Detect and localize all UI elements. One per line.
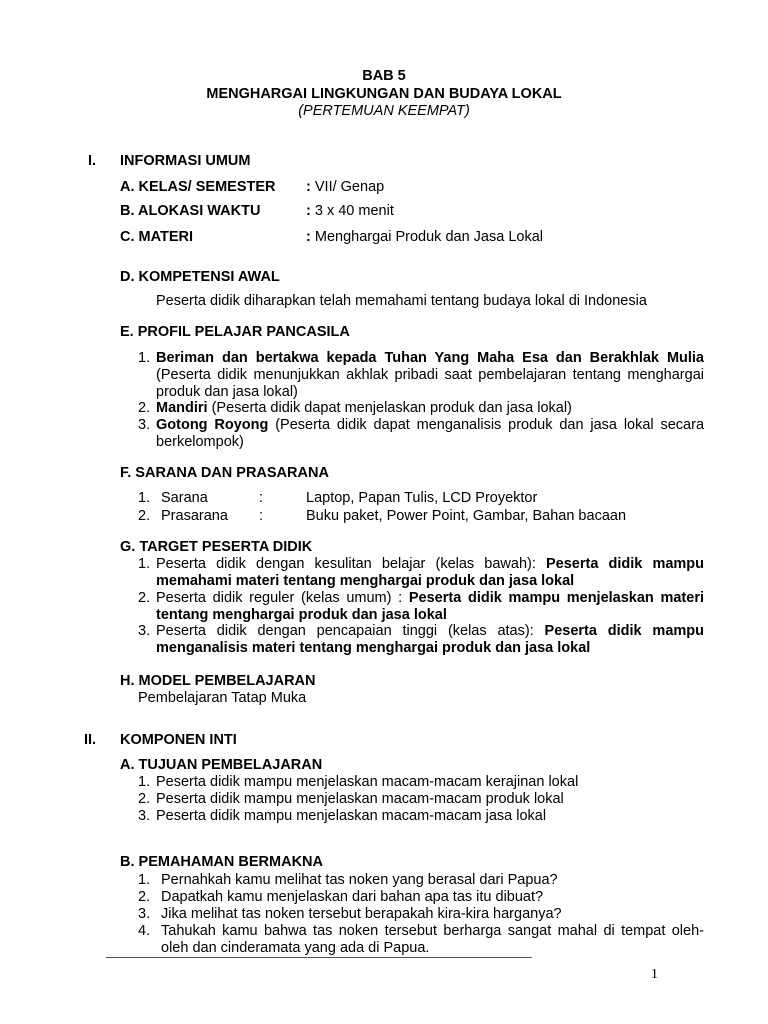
list-item: Peserta didik mampu menjelaskan macam-macam jasa lokal <box>156 808 547 824</box>
list-item: Peserta didik mampu menjelaskan macam-macam kerajinan lokal <box>156 774 579 790</box>
list-item: Dapatkah kamu menjelaskan dari bahan apa tas itu dibuat? <box>161 889 544 905</box>
subsection-text: Pembelajaran Tatap Muka <box>138 690 307 706</box>
subsection-title: A. TUJUAN PEMBELAJARAN <box>120 757 323 773</box>
list-label: Prasarana <box>161 508 228 524</box>
list-number: 3. <box>138 808 151 824</box>
list-number: 2. <box>138 508 151 524</box>
section-number: II. <box>84 732 97 748</box>
info-value: : VII/ Genap <box>306 179 385 195</box>
info-label: C. MATERI <box>120 229 194 245</box>
info-value: : Menghargai Produk dan Jasa Lokal <box>306 229 543 245</box>
subsection-title: G. TARGET PESERTA DIDIK <box>120 539 313 555</box>
subsection-title: B. PEMAHAMAN BERMAKNA <box>120 854 323 870</box>
subsection-title: H. MODEL PEMBELAJARAN <box>120 673 316 689</box>
page-number: 1 <box>651 967 658 982</box>
section-number: I. <box>88 153 97 169</box>
subsection-text: Peserta didik diharapkan telah memahami tentang budaya lokal di Indonesia <box>156 293 647 309</box>
list-item: Jika melihat tas noken tersebut berapakah kira-kira harganya? <box>161 906 562 922</box>
list-number: 1. <box>138 556 151 572</box>
list-item: Peserta didik dengan pencapaian tinggi (kelas atas): Peserta didik mampu menganalisis materi tentang menghargai produk dan jasa lokal <box>156 623 704 656</box>
list-number: 1. <box>138 490 151 506</box>
info-value: : 3 x 40 menit <box>306 203 394 219</box>
list-label: Sarana <box>161 490 208 506</box>
subsection-title: D. KOMPETENSI AWAL <box>120 269 280 285</box>
list-number: 4. <box>138 923 151 939</box>
list-value: Buku paket, Power Point, Gambar, Bahan bacaan <box>306 508 627 524</box>
list-number: 2. <box>138 590 151 606</box>
section-title: KOMPONEN INTI <box>120 732 237 748</box>
footer-divider <box>106 957 532 958</box>
list-item: Tahukah kamu bahwa tas noken tersebut berharga sangat mahal di tempat oleh-oleh dan cinderamata yang ada di Papua. <box>161 923 704 956</box>
list-number: 2. <box>138 889 151 905</box>
list-item: Peserta didik mampu menjelaskan macam-macam produk lokal <box>156 791 564 807</box>
list-item: Mandiri (Peserta didik dapat menjelaskan produk dan jasa lokal) <box>156 400 572 416</box>
list-number: 1. <box>138 350 151 366</box>
list-number: 2. <box>138 400 151 416</box>
list-colon: : <box>259 508 264 524</box>
list-item: Gotong Royong (Peserta didik dapat menganalisis produk dan jasa lokal secara berkelompok) <box>156 417 705 450</box>
list-value: Laptop, Papan Tulis, LCD Proyektor <box>306 490 538 506</box>
document-subtitle: (PERTEMUAN KEEMPAT) <box>298 103 470 119</box>
list-number: 1. <box>138 774 151 790</box>
list-item: Pernahkah kamu melihat tas noken yang berasal dari Papua? <box>161 872 558 888</box>
list-number: 3. <box>138 906 151 922</box>
list-item: Peserta didik dengan kesulitan belajar (kelas bawah): Peserta didik mampu memahami materi tentang menghargai produk dan jasa lokal <box>156 556 705 589</box>
info-label: B. ALOKASI WAKTU <box>120 203 261 219</box>
list-item: Beriman dan bertakwa kepada Tuhan Yang Maha Esa dan Berakhlak Mulia (Peserta didik menunjukkan akhlak pribadi saat pembelajaran tentang menghargai produk dan jasa lokal) <box>156 350 704 400</box>
list-number: 3. <box>138 417 151 433</box>
list-number: 1. <box>138 872 151 888</box>
info-label: A. KELAS/ SEMESTER <box>120 179 276 195</box>
list-item: Peserta didik reguler (kelas umum) : Peserta didik mampu menjelaskan materi tentang menghargai produk dan jasa lokal <box>156 590 704 623</box>
subsection-title: E. PROFIL PELAJAR PANCASILA <box>120 324 350 340</box>
list-number: 2. <box>138 791 151 807</box>
document-title: MENGHARGAI LINGKUNGAN DAN BUDAYA LOKAL <box>206 86 562 102</box>
section-title: INFORMASI UMUM <box>120 153 251 169</box>
list-number: 3. <box>138 623 151 639</box>
subsection-title: F. SARANA DAN PRASARANA <box>120 465 329 481</box>
list-colon: : <box>259 490 264 506</box>
chapter-label: BAB 5 <box>362 68 406 84</box>
